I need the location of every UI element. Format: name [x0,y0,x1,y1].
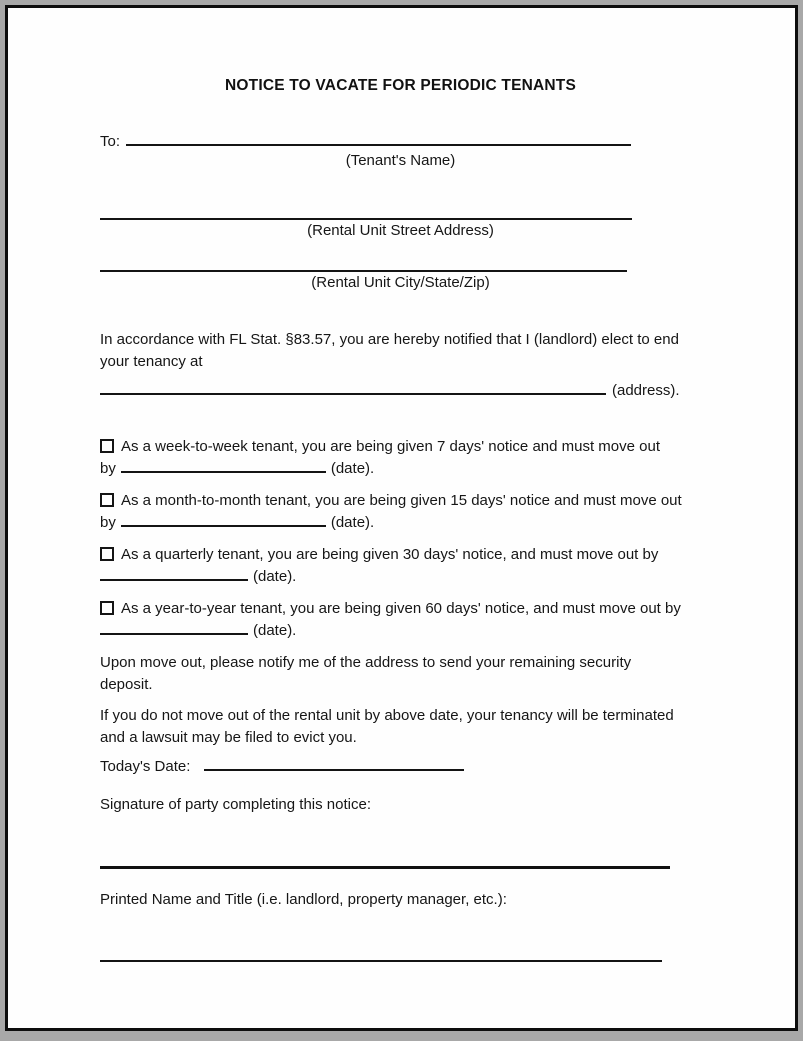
quarterly-date-line[interactable] [100,568,248,581]
quarterly-checkbox[interactable] [100,547,114,561]
option-month-to-month-date-row [100,512,701,534]
tenant-name-caption: (Tenant's Name) [345,152,456,169]
printed-name-line[interactable] [100,960,662,962]
option-quarterly-date-row [100,566,701,588]
option-week-to-week-text-row [100,436,701,458]
eviction-warning-line-1: If you do not move out of the rental unit by above date, your tenancy will be terminated [100,707,674,724]
street-address-line[interactable] [100,218,632,220]
signature-label: Signature of party completing this notice: [100,796,371,813]
month-to-month-date-line[interactable] [121,514,326,527]
date-caption: (date). [330,460,375,477]
option-week-to-week-date-row [100,458,701,480]
to-field-row [100,133,701,150]
document-page [5,5,798,1031]
by-label: by [100,460,116,477]
address-field-row [100,382,701,400]
todays-date-label: Today's Date: [100,758,191,775]
form-content [8,8,795,962]
city-state-zip-line[interactable] [100,270,627,272]
tenancy-options [100,436,701,642]
address-caption: (address). [612,382,680,399]
street-address-caption: (Rental Unit Street Address) [307,222,494,239]
option-year-to-year-date-row [100,620,701,642]
address-line[interactable] [100,382,606,395]
option-quarterly-text-row [100,544,701,566]
city-state-zip-caption: (Rental Unit City/State/Zip) [311,274,490,291]
option-week-to-week [100,436,701,480]
option-year-to-year-text-row [100,598,701,620]
signature-line[interactable] [100,866,670,869]
option-quarterly [100,544,701,588]
intro-line-2: your tenancy at [100,353,203,370]
eviction-warning-paragraph [100,705,701,749]
date-caption: (date). [253,622,297,639]
tenant-name-line[interactable] [126,133,631,146]
todays-date-line[interactable] [204,758,464,771]
form-title: NOTICE TO VACATE FOR PERIODIC TENANTS [225,77,576,94]
option-week-to-week-text: As a week-to-week tenant, you are being given 7 days' notice and must move out [121,438,661,455]
by-label: by [100,514,116,531]
to-label: To: [100,133,121,150]
week-to-week-checkbox[interactable] [100,439,114,453]
intro-paragraph [100,329,701,373]
year-to-year-checkbox[interactable] [100,601,114,615]
option-month-to-month [100,490,701,534]
option-month-to-month-text: As a month-to-month tenant, you are being given 15 days' notice and must move out [121,492,682,509]
option-month-to-month-text-row [100,490,701,512]
option-quarterly-text: As a quarterly tenant, you are being given 30 days' notice, and must move out by [121,546,659,563]
security-deposit-line-2: deposit. [100,676,153,693]
option-year-to-year [100,598,701,642]
week-to-week-date-line[interactable] [121,460,326,473]
todays-date-row [100,758,701,776]
year-to-year-date-line[interactable] [100,622,248,635]
security-deposit-paragraph [100,652,701,696]
eviction-warning-line-2: and a lawsuit may be filed to evict you. [100,729,357,746]
date-caption: (date). [330,514,375,531]
option-year-to-year-text: As a year-to-year tenant, you are being given 60 days' notice, and must move out by [121,600,681,617]
intro-line-1: In accordance with FL Stat. §83.57, you are hereby notified that I (landlord) elect to end [100,331,679,348]
date-caption: (date). [253,568,297,585]
printed-name-label: Printed Name and Title (i.e. landlord, property manager, etc.): [100,891,507,908]
month-to-month-checkbox[interactable] [100,493,114,507]
security-deposit-line-1: Upon move out, please notify me of the address to send your remaining security [100,654,632,671]
